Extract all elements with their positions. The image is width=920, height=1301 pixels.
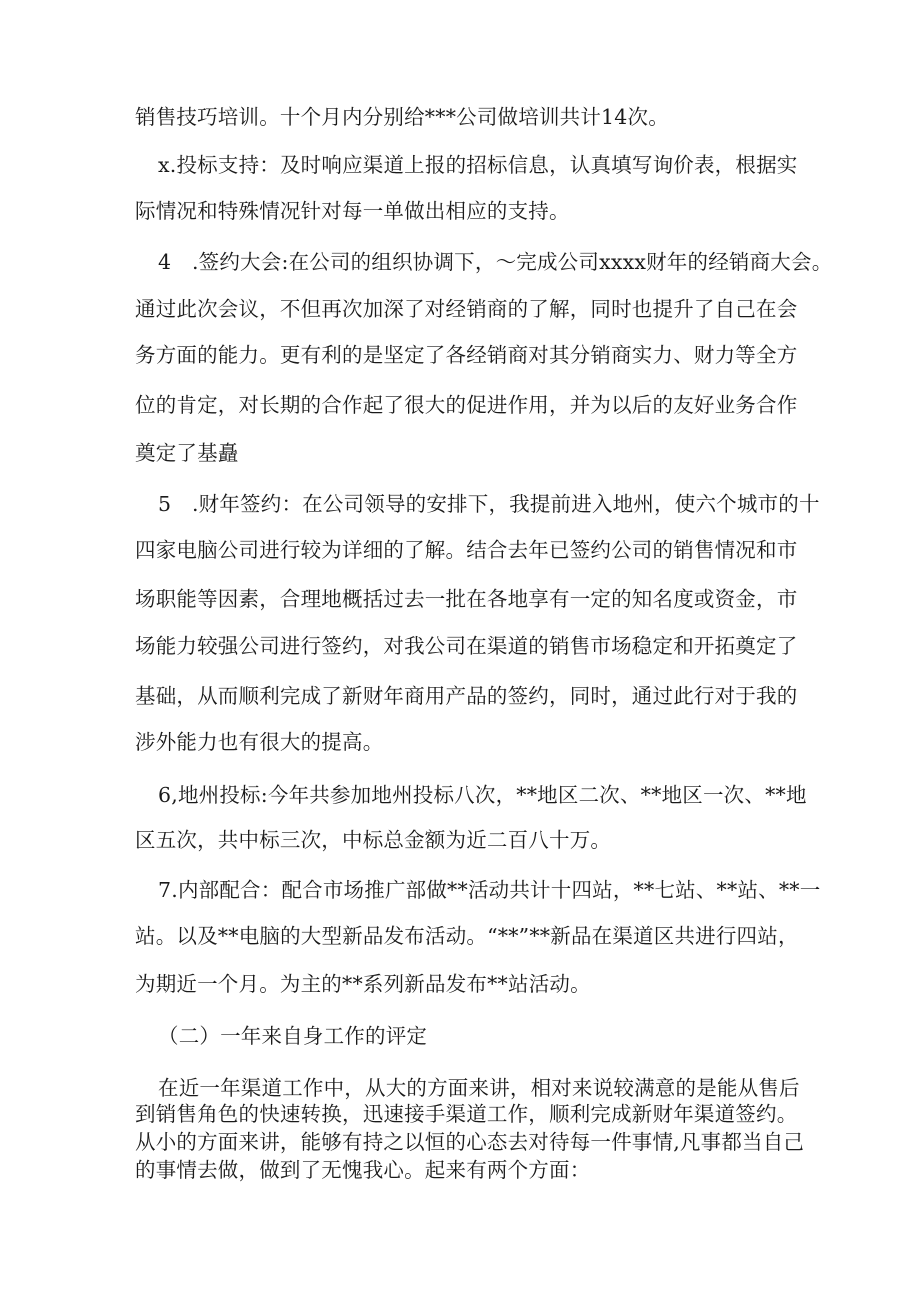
text-line: 场职能等因素，合理地概括过去一批在各地享有一定的知名度或资金，市	[135, 587, 798, 611]
text-line: 际情况和特殊情况针对每一单做出相应的支持。	[135, 199, 570, 223]
text-line: 7.内部配合：配合市场推广部做**活动共计十四站，**七站、**站、**一	[158, 878, 821, 902]
text-line: 通过此次会议，不但再次加深了对经销商的了解，同时也提升了自己在会	[135, 297, 798, 321]
text-line: 在近一年渠道工作中，从大的方面来讲，相对来说较满意的是能从售后	[158, 1076, 800, 1100]
text-line: 4 .签约大会:在公司的组织协调下，～完成公司xxxx财年的经销商大会。	[158, 250, 833, 274]
text-line: 务方面的能力。更有利的是坚定了各经销商对其分销商实力、财力等全方	[135, 343, 798, 367]
text-line: 到销售角色的快速转换，迅速接手渠道工作，顺利完成新财年渠道签约。	[135, 1102, 798, 1126]
text-line: 位的肯定，对长期的合作起了很大的促进作用，并为以后的友好业务合作	[135, 393, 798, 417]
text-line: 基础，从而顺利完成了新财年商用产品的签约，同时，通过此行对于我的	[135, 684, 798, 708]
text-line: 5 .财年签约：在公司领导的安排下，我提前进入地州，使六个城市的十	[158, 492, 820, 516]
text-line: 涉外能力也有很大的提高。	[135, 730, 384, 754]
text-line: 销售技巧培训。十个月内分别给***公司做培训共计14次。	[135, 105, 669, 129]
text-line: 的事情去做，做到了无愧我心。起来有两个方面：	[135, 1158, 591, 1182]
text-line: x.投标支持：及时响应渠道上报的招标信息，认真填写询价表，根据实	[158, 153, 798, 177]
text-line: 6,地州投标:今年共参加地州投标八次，**地区二次、**地区一次、**地	[158, 783, 807, 807]
text-line: 从小的方面来讲，能够有持之以恒的心态去对待每一件事情,凡事都当自己	[135, 1130, 805, 1154]
text-line: 四家电脑公司进行较为详细的了解。结合去年已签约公司的销售情况和市	[135, 538, 798, 562]
text-line: 区五次，共中标三次，中标总金额为近二百八十万。	[135, 828, 612, 852]
text-line: 场能力较强公司进行签约，对我公司在渠道的销售市场稳定和开拓奠定了	[135, 634, 798, 658]
text-line: 为期近一个月。为主的**系列新品发布**站活动。	[135, 972, 591, 996]
text-line: 奠定了基矗	[135, 441, 239, 465]
text-line: 站。以及**电脑的大型新品发布活动。“**”**新品在渠道区共进行四站，	[135, 924, 799, 948]
section-heading: （二）一年来自身工作的评定	[158, 1024, 428, 1048]
